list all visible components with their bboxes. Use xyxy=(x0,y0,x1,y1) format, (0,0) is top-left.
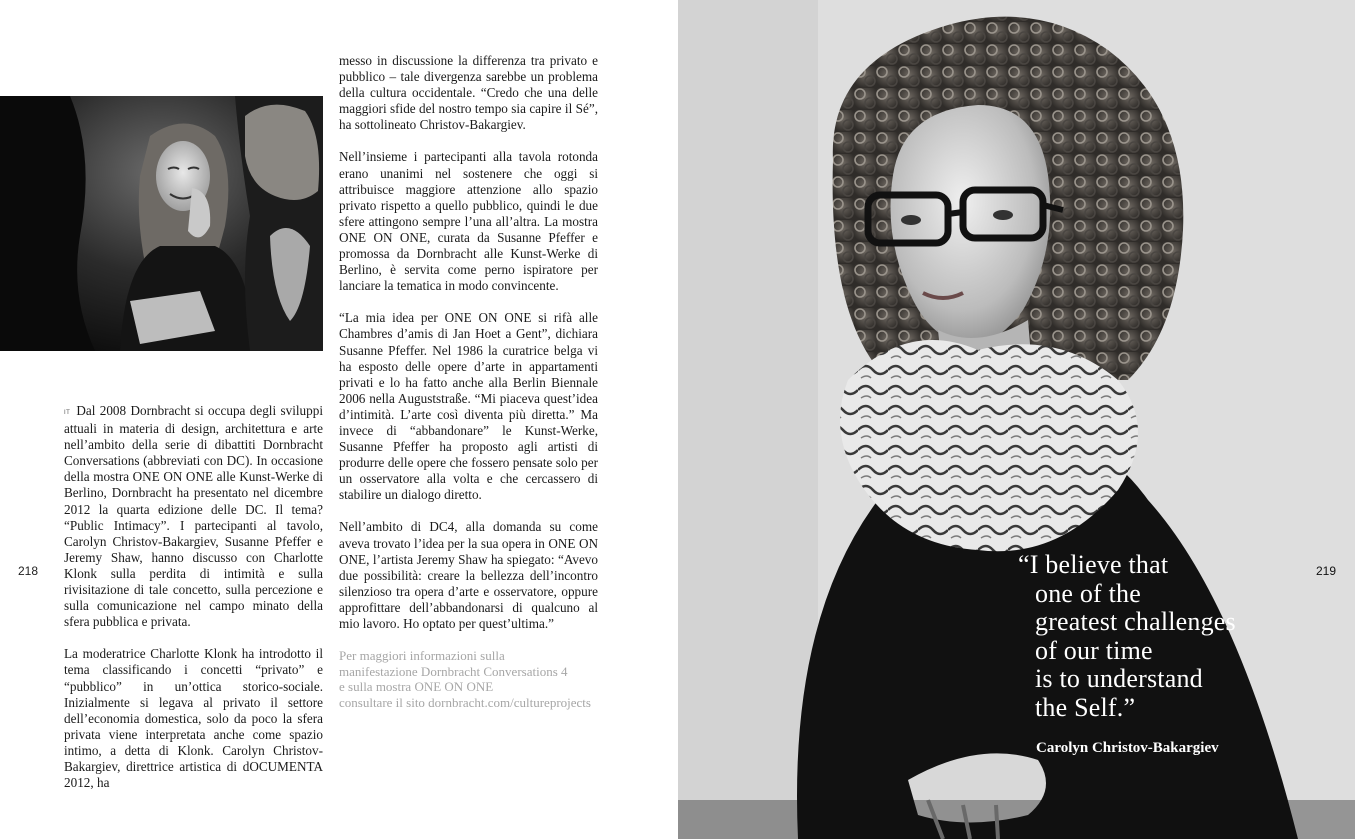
text-column-2 xyxy=(339,53,598,710)
article-paragraph xyxy=(64,403,323,630)
article-paragraph: messo in discussione la differenza tra privato e pubblico – tale divergenza sarebbe un problema della cultura occidentale. “Credo che una delle maggiori sfide del nostro tempo sia capire il Sé”, ha sottolineato Christov-Bakargiev. xyxy=(339,53,598,133)
article-paragraph: “La mia idea per ONE ON ONE si rifà alle Chambres d’amis di Jan Hoet a Gent”, dichiara Susanne Pfeffer. Nel 1986 la curatrice belga vi ha esposto delle opere d’arte in appartamenti privati e lo ha fatto anche alla Berlin Biennale 2006 nella Auguststraße. “Mi piaceva quest’idea d’intimità. L’arte così diventa più diretta.” Ma invece di “abbandonare” le Kunst-Werke, Susanne Pfeffer ha proposto agli artisti di produrre delle opere che fossero pensate solo per un osservatore alla volta e che cercassero di stabilire un dialogo diretto. xyxy=(339,310,598,503)
article-paragraph: La moderatrice Charlotte Klonk ha introdotto il tema classificando i concetti “privato” e “pubblico” in un’ottica storico-sociale. Inizialmente si legava al privato il settore dell’economia domestica, solo da poco la sfera privata viene interpretata anche come spazio intimo, a detta di Klonk. Carolyn Christov-Bakargiev, direttrice artistica di dOCUMENTA 2012, ha xyxy=(64,646,323,791)
page-number-left: 218 xyxy=(18,564,39,578)
language-tag: IT xyxy=(64,410,71,416)
quote-text: “I believe that one of the greatest challenges of our time is to understand the Self.” xyxy=(1018,550,1236,722)
page-number-right: 219 xyxy=(1316,564,1337,578)
quote-attribution: Carolyn Christov-Bakargiev xyxy=(1036,740,1219,756)
more-info-note: Per maggiori informazioni sulla manifestazione Dornbracht Conversations 4 e sulla mostra ONE ON ONE consultare il sito dornbracht.com/cultureprojects xyxy=(339,648,591,710)
article-paragraph: Nell’insieme i partecipanti alla tavola rotonda erano unanimi nel sostenere che oggi si attribuisce maggiore attenzione allo spazio privato rispetto a quello pubblico, quindi le due sfere attingono sempre l’una all’altra. La mostra ONE ON ONE, curata da Susanne Pfeffer e promossa da Dornbracht alle Kunst-Werke di Berlino, è servita come perno ispiratore per lanciare la tematica in modo convincente. xyxy=(339,149,598,294)
inset-photo-illustration xyxy=(0,96,323,351)
paragraph-text: Dal 2008 Dornbracht si occupa degli sviluppi attuali in materia di design, architettura e arte nell’ambito della serie di dibattiti Dornbracht Conversations (abbreviati con DC). In occasione della mostra ONE ON ONE alle Kunst-Werke di Berlino, Dornbracht ha presentato nel dicembre 2012 la quarta edizione delle DC. Il tema? “Public Intimacy”. I partecipanti al tavolo, Carolyn Christov-Bakargiev, Susanne Pfeffer e Jeremy Shaw, hanno discusso con Charlotte Klonk sulla perdita di intimità e sulla rivisitazione di tale concetto, sulla percezione e sulla comunicazione nel campo minato della sfera pubblica e privata. xyxy=(64,403,323,630)
right-page-photo xyxy=(678,0,1355,839)
pull-quote xyxy=(1018,551,1278,757)
text-column-1 xyxy=(64,403,323,807)
inset-photo-woman-smiling xyxy=(0,96,323,351)
article-paragraph: Nell’ambito di DC4, alla domanda su come aveva trovato l’idea per la sua opera in ONE ON ONE, l’artista Jeremy Shaw ha spiegato: “Avevo due possibilità: creare la bellezza dell’incontro silenzioso tra opera d’arte e osservatore, oppure approfittare dell’abbandonarsi di qualcuno al mio lavoro. Ho optato per quest’ultima.” xyxy=(339,519,598,631)
